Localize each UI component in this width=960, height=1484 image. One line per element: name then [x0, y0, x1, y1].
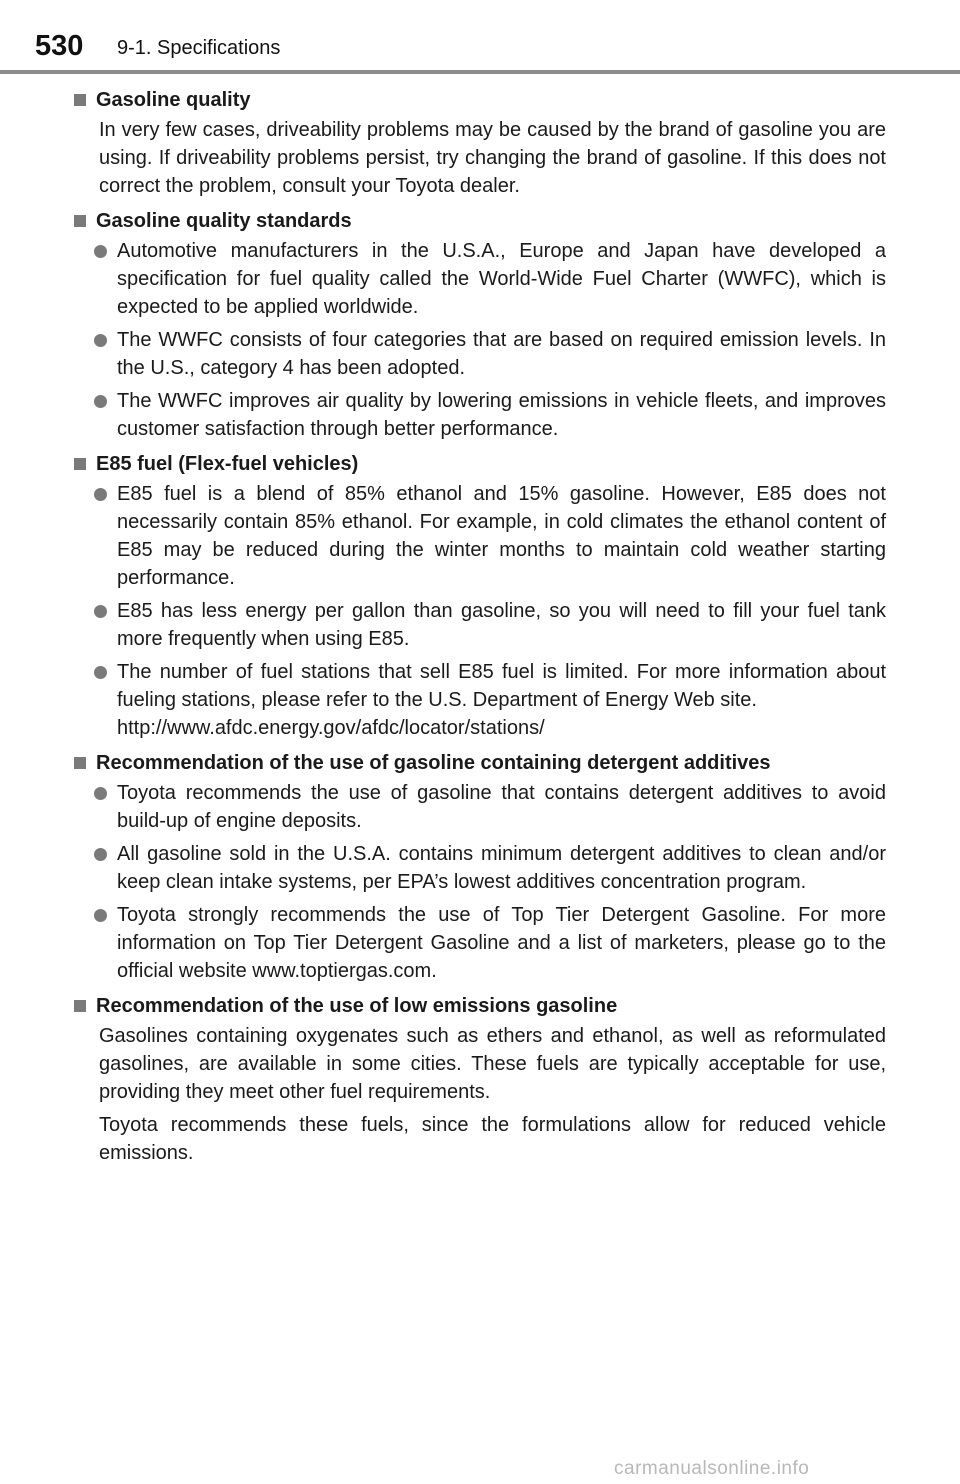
page-header [0, 0, 960, 74]
page-number: 530 [35, 30, 84, 62]
circle-bullet-icon [94, 334, 107, 347]
section-heading: Recommendation of the use of gasoline containing detergent additives [72, 749, 886, 777]
square-bullet-icon [74, 215, 86, 227]
bullet-item: Automotive manufacturers in the U.S.A., Europe and Japan have developed a specification for fuel quality called the World-Wide Fuel Charter (WWFC), which is expected to be applied worldwide. [72, 237, 886, 321]
square-bullet-icon [74, 458, 86, 470]
section-heading: Recommendation of the use of low emissions gasoline [72, 992, 886, 1020]
circle-bullet-icon [94, 395, 107, 408]
square-bullet-icon [74, 94, 86, 106]
page-content [72, 86, 886, 1174]
bullet-item: Toyota strongly recommends the use of Top Tier Detergent Gasoline. For more information on Top Tier Detergent Gasoline and a list of marketers, please go to the official website www.toptiergas.com. [72, 901, 886, 985]
bullet-item: The WWFC consists of four categories that are based on required emission levels. In the U.S., category 4 has been adopted. [72, 326, 886, 382]
circle-bullet-icon [94, 787, 107, 800]
square-bullet-icon [74, 1000, 86, 1012]
watermark-logo: carmanualsonline.info [614, 1458, 810, 1479]
circle-bullet-icon [94, 488, 107, 501]
bullet-item: All gasoline sold in the U.S.A. contains minimum detergent additives to clean and/or keep clean intake systems, per EPA’s lowest additives concentration program. [72, 840, 886, 896]
section-e85 [72, 450, 886, 742]
circle-bullet-icon [94, 605, 107, 618]
header-divider [0, 70, 960, 74]
doe-stations-url: http://www.afdc.energy.gov/afdc/locator/stations/ [117, 717, 545, 739]
bullet-item: Toyota recommends the use of gasoline that contains detergent additives to avoid build-up of engine deposits. [72, 779, 886, 835]
section-title: 9-1. Specifications [117, 37, 281, 59]
circle-bullet-icon [94, 848, 107, 861]
section-quality-standards [72, 207, 886, 443]
paragraph: Gasolines containing oxygenates such as ethers and ethanol, as well as reformulated gasolines, are available in some cities. These fuels are typically acceptable for use, providing they meet other fuel requirements. [99, 1025, 886, 1103]
section-low-emissions [72, 992, 886, 1167]
paragraph: In very few cases, driveability problems may be caused by the brand of gasoline you are using. If driveability problems persist, try changing the brand of gasoline. If this does not correct the problem, consult your Toyota dealer. [99, 119, 886, 197]
square-bullet-icon [74, 757, 86, 769]
section-detergent [72, 749, 886, 985]
bullet-item: E85 fuel is a blend of 85% ethanol and 15% gasoline. However, E85 does not necessarily contain 85% ethanol. For example, in cold climates the ethanol content of E85 may be reduced during the winter months to maintain cold weather starting performance. [72, 480, 886, 592]
bullet-item: The WWFC improves air quality by lowering emissions in vehicle fleets, and improves customer satisfaction through better performance. [72, 387, 886, 443]
section-heading: E85 fuel (Flex-fuel vehicles) [72, 450, 886, 478]
section-heading: Gasoline quality [72, 86, 886, 114]
circle-bullet-icon [94, 666, 107, 679]
section-gasoline-quality [72, 86, 886, 200]
section-heading: Gasoline quality standards [72, 207, 886, 235]
bullet-item: The number of fuel stations that sell E85 fuel is limited. For more information about fueling stations, please refer to the U.S. Department of Energy Web site. http://www.afdc.energy.gov/afdc/locator/stations/ [72, 658, 886, 742]
circle-bullet-icon [94, 245, 107, 258]
bullet-item: E85 has less energy per gallon than gasoline, so you will need to fill your fuel tank more frequently when using E85. [72, 597, 886, 653]
circle-bullet-icon [94, 909, 107, 922]
paragraph: Toyota recommends these fuels, since the formulations allow for reduced vehicle emissions. [99, 1114, 886, 1164]
